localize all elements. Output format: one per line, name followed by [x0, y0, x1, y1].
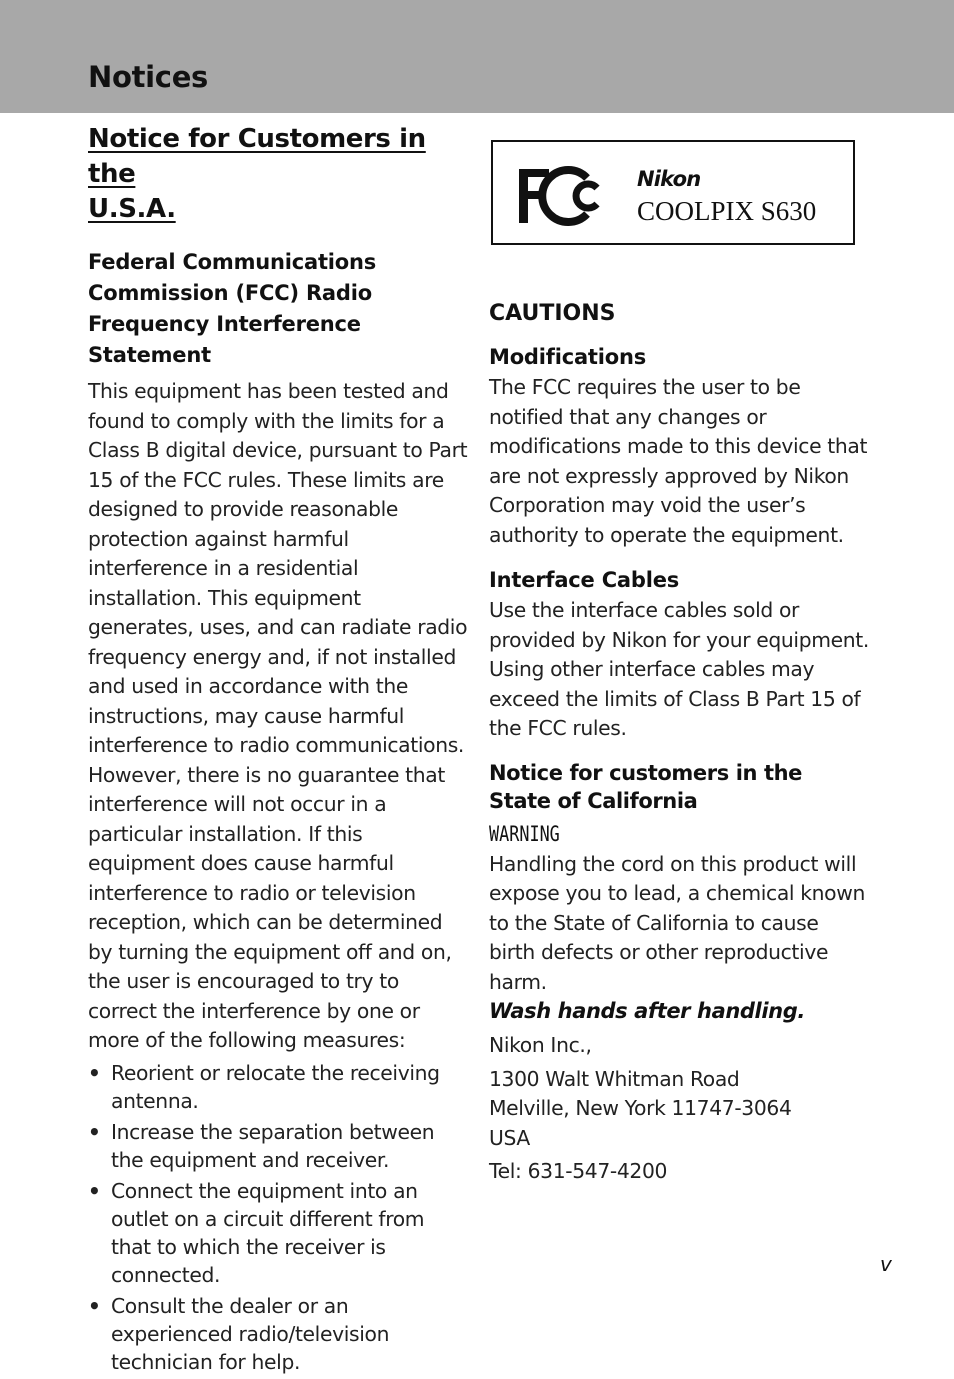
telephone: Tel: 631-547-4200	[489, 1159, 668, 1183]
section-title-line1: Notice for Customers in the	[88, 124, 426, 189]
page-number: v	[880, 1252, 892, 1276]
address-line3: USA	[489, 1125, 530, 1150]
bullet-icon: •	[88, 1119, 101, 1144]
cables-heading: Interface Cables	[489, 568, 680, 592]
company-name: Nikon Inc.,	[489, 1033, 592, 1057]
bullet-icon: •	[88, 1178, 101, 1203]
wash-hands-note: Wash hands after handling.	[489, 999, 805, 1023]
modifications-text: The FCC requires the user to be notified that any changes or modifications made to this device that are not expressly approved by Nikon Corporation may void the user’s authority to operate the equipment.	[489, 375, 868, 547]
address-line2: Melville, New York 11747-3064	[489, 1096, 792, 1120]
warning-text: Handling the cord on this product will expose you to lead, a chemical known to the State of California to cause birth defects or other reproductive harm.	[489, 851, 865, 994]
measures-list	[88, 1059, 468, 1376]
bullet-icon: •	[88, 1293, 101, 1318]
list-item	[88, 1292, 468, 1376]
address	[489, 1065, 869, 1154]
list-item-text: Reorient or relocate the receiving antenna.	[111, 1060, 440, 1113]
list-item	[88, 1177, 468, 1289]
fcc-paragraph: This equipment has been tested and found to comply with the limits for a Class B digital device, pursuant to Part 15 of the FCC rules. These limits are designed to provide reasonable protection against harmful interference in a residential installation. This equipment generates, uses, and can radiate radio frequency energy and, if not installed and used in accordance with the instructions, may cause harmful interference to radio communications. However, there is no guarantee that interference will not occur in a particular installation. If this equipment does cause harmful interference to radio or television reception, which can be determined by turning the equipment off and on, the user is encouraged to try to correct the interference by one or more of the following measures:	[88, 379, 468, 1052]
list-item	[88, 1118, 468, 1174]
list-item	[88, 1059, 468, 1115]
cautions-heading: CAUTIONS	[489, 301, 616, 326]
page-title: Notices	[88, 60, 209, 94]
modifications-heading: Modifications	[489, 345, 647, 369]
list-item-text: Consult the dealer or an experienced radio/television technician for help.	[111, 1293, 390, 1374]
cables-text: Use the interface cables sold or provided by Nikon for your equipment. Using other interface cables may exceed the limits of Class B Part 15 of the FCC rules.	[489, 598, 869, 740]
list-item-text: Increase the separation between the equipment and receiver.	[111, 1119, 435, 1172]
section-title-line2: U.S.A.	[88, 194, 176, 224]
california-heading: Notice for customers in the State of California	[489, 760, 803, 813]
list-item-text: Connect the equipment into an outlet on a circuit different from that to which the receiver is connected.	[111, 1178, 425, 1287]
right-column	[489, 140, 869, 1187]
warning-label: WARNING	[489, 821, 560, 846]
brand-logo: Nikon	[637, 167, 701, 191]
model-name: COOLPIX S630	[637, 196, 817, 226]
fcc-label-box	[491, 140, 855, 245]
bullet-icon: •	[88, 1060, 101, 1085]
header-band	[0, 0, 954, 113]
address-line1: 1300 Walt Whitman Road	[489, 1066, 740, 1091]
left-column	[88, 122, 468, 1379]
fcc-logo-icon	[519, 166, 603, 226]
section-title	[88, 122, 468, 227]
fcc-heading: Federal Communications Commission (FCC) Radio Frequency Interference Statement	[88, 250, 377, 367]
